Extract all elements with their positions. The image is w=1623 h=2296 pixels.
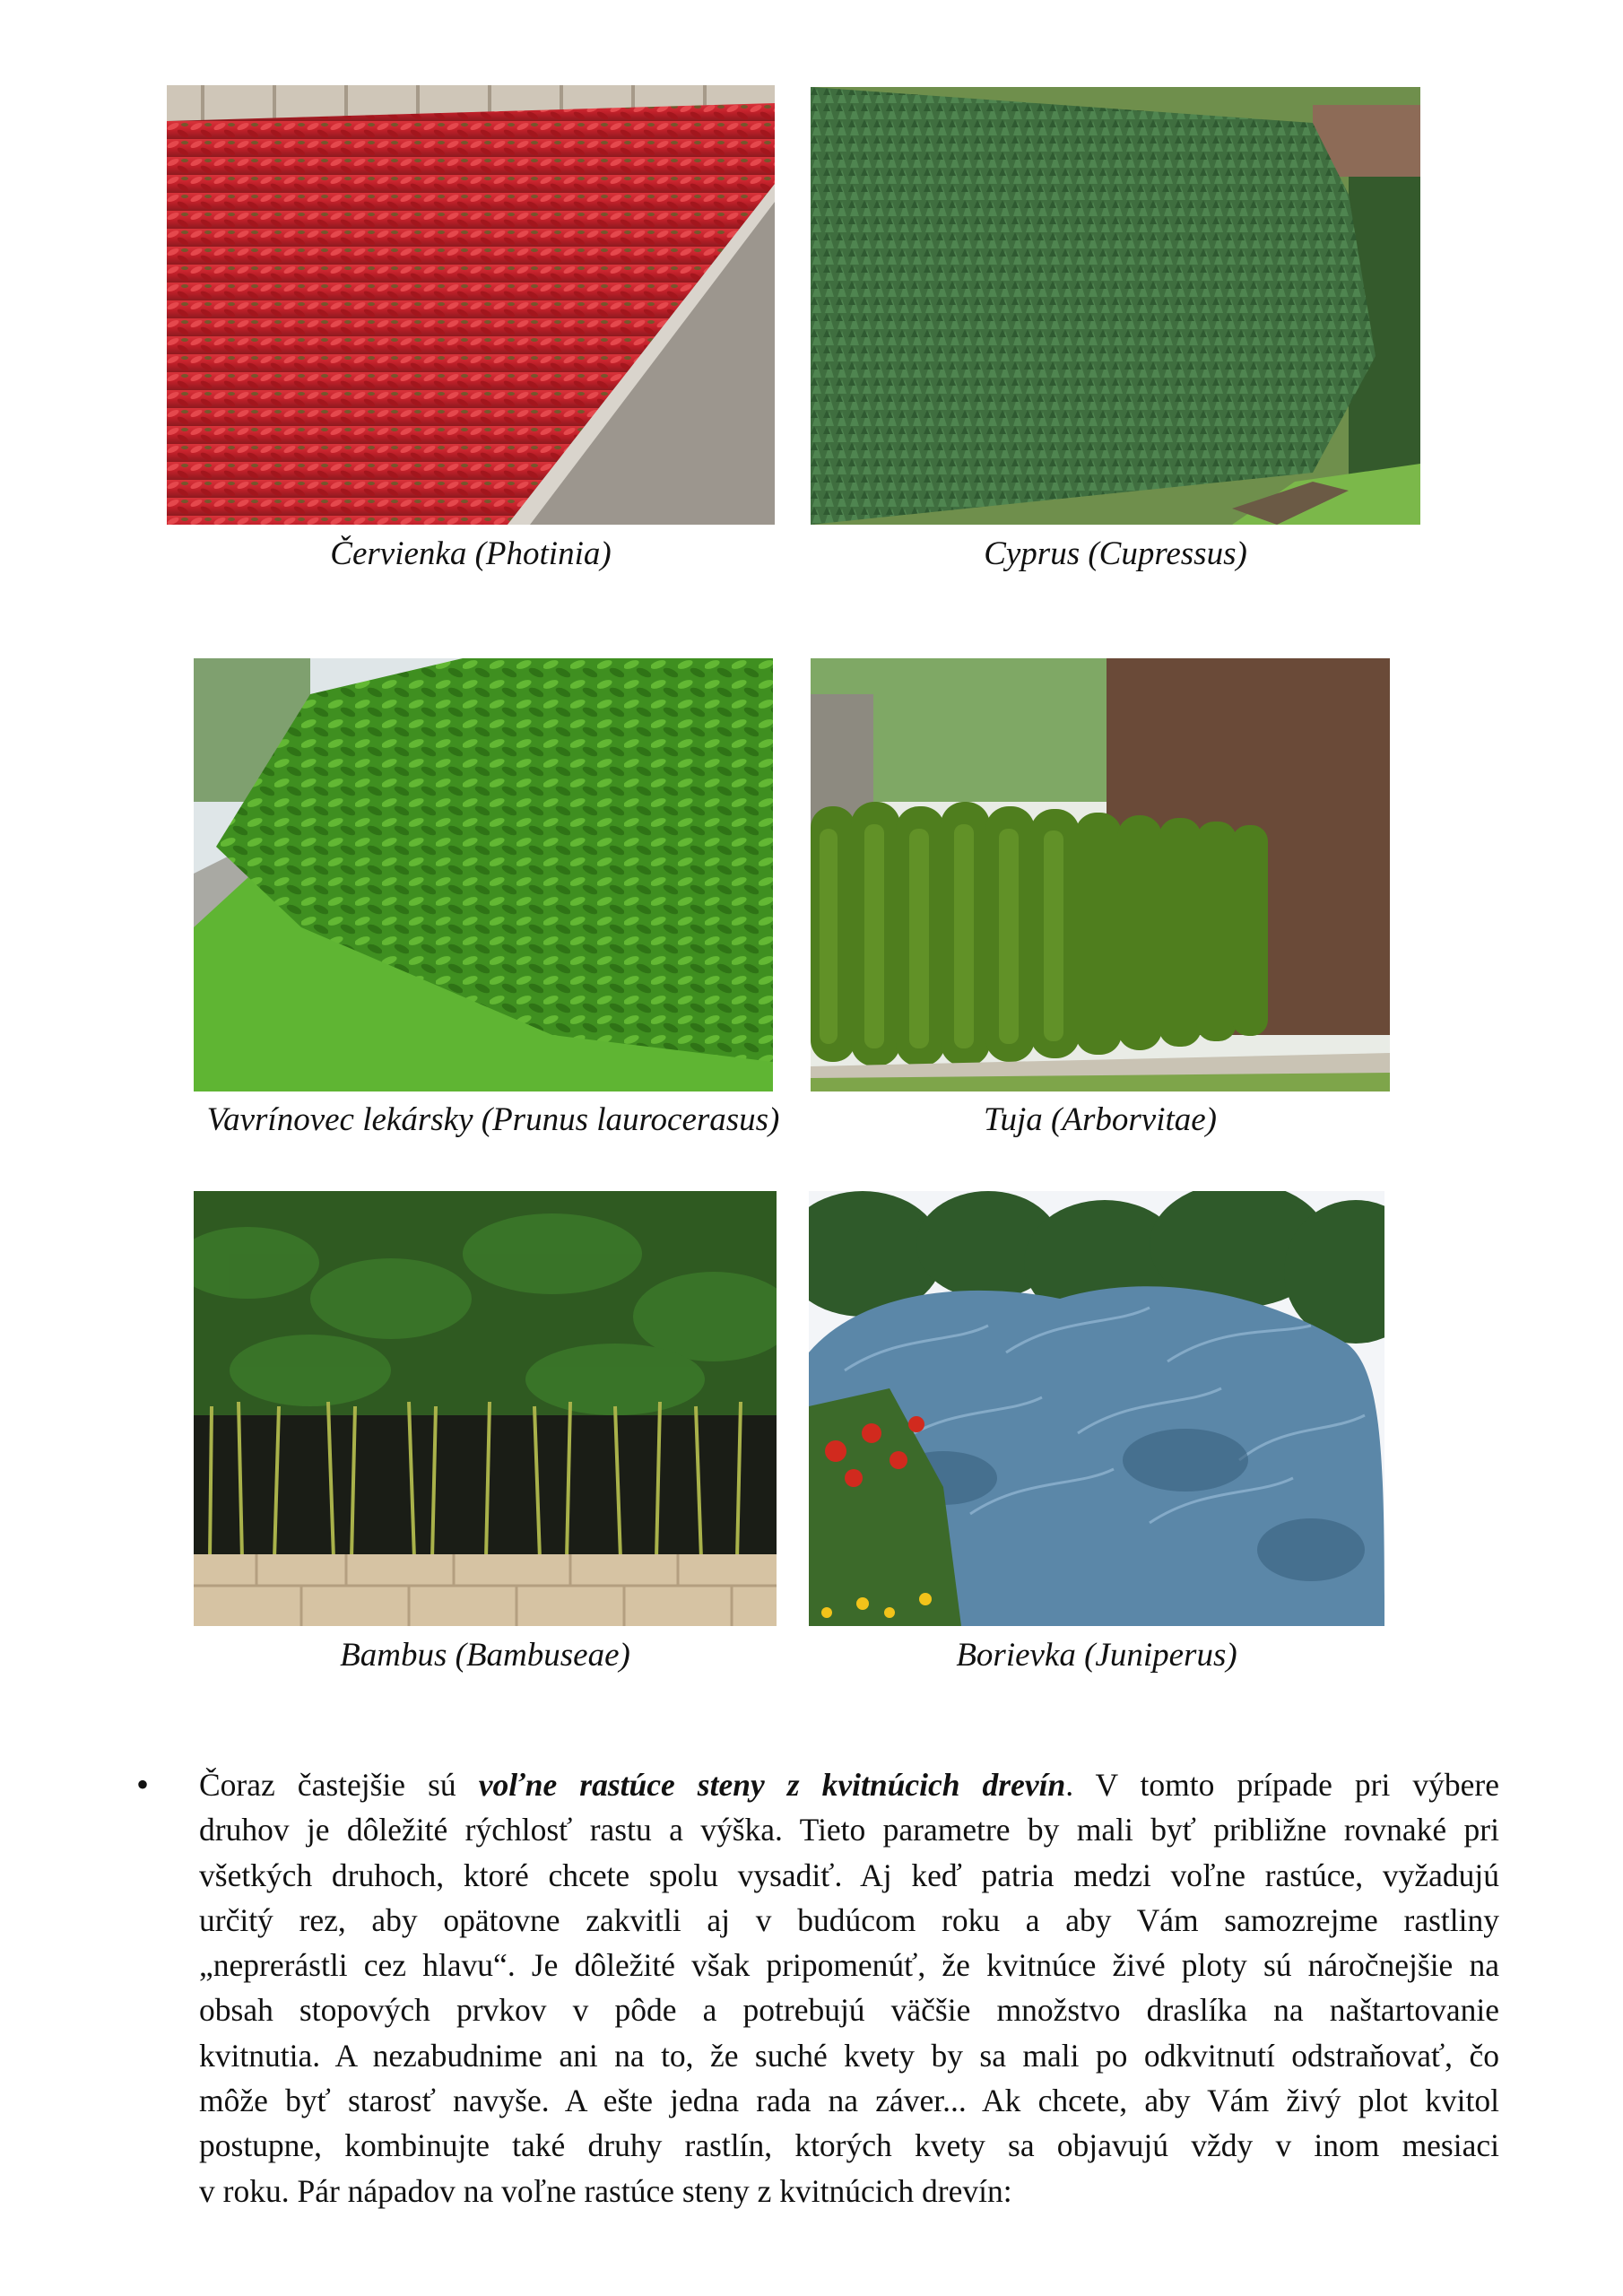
paragraph bbox=[199, 1762, 1499, 2213]
paragraph-line: v roku. Pár nápadov na voľne rastúce steny z kvitnúcich drevín: bbox=[199, 2172, 1012, 2209]
paragraph-line: postupne, kombinujte také druhy rastlín, ktorých kvety sa objavujú vždy v inom mesiaci bbox=[199, 2127, 1499, 2164]
emphasis-text: voľne rastúce steny z kvitnúcich drevín bbox=[478, 1767, 1066, 1803]
paragraph-line: všetkých druhoch, ktoré chcete spolu vysadiť. Aj keď patria medzi voľne rastúce, vyžadujú bbox=[199, 1857, 1499, 1893]
photo-caption: Borievka (Juniperus) bbox=[956, 1637, 1237, 1674]
paragraph-line: môže byť starosť navyše. A ešte jedna rada na záver... Ak chcete, aby Vám živý plot kvitol bbox=[199, 2083, 1499, 2119]
cypress-hedge-photo bbox=[811, 87, 1420, 525]
bullet-symbol: • bbox=[136, 1764, 150, 1805]
paragraph-line: určitý rez, aby opätovne zakvitli aj v budúcom roku a aby Vám samozrejme rastliny bbox=[199, 1901, 1499, 1938]
photo-caption: Červienka (Photinia) bbox=[330, 535, 612, 572]
paragraph-line: druhov je dôležité rýchlosť rastu a výška. Tieto parametre by mali byť približne rovnaké pri bbox=[199, 1812, 1499, 1848]
photo-caption: Tuja (Arborvitae) bbox=[983, 1101, 1217, 1138]
photo-caption: Bambus (Bambuseae) bbox=[340, 1637, 630, 1674]
text-run: . V tomto prípade pri výbere bbox=[1065, 1767, 1499, 1803]
juniper-shrub-photo bbox=[809, 1191, 1384, 1626]
cherry-laurel-hedge-photo bbox=[194, 658, 773, 1091]
text-run: Čoraz častejšie sú bbox=[199, 1767, 479, 1803]
bamboo-hedge-photo bbox=[194, 1191, 777, 1626]
arborvitae-hedge-photo bbox=[811, 658, 1390, 1091]
paragraph-line: kvitnutia. A nezabudnime ani na to, že suché kvety by sa mali po odkvitnutí odstraňovať, čo bbox=[199, 2037, 1499, 2074]
photo-caption: Cyprus (Cupressus) bbox=[984, 535, 1247, 572]
photinia-hedge-photo bbox=[167, 85, 775, 525]
paragraph-line: obsah stopových prvkov v pôde a potrebujú väčšie množstvo draslíka na naštartovanie bbox=[199, 1992, 1499, 2029]
paragraph-line bbox=[199, 1762, 1499, 1807]
photo-caption: Vavrínovec lekársky (Prunus laurocerasus) bbox=[206, 1101, 780, 1138]
paragraph-line: „neprerástli cez hlavu“. Je dôležité však pripomenúť, že kvitnúce živé ploty sú náročnejšie na bbox=[199, 1947, 1499, 1984]
